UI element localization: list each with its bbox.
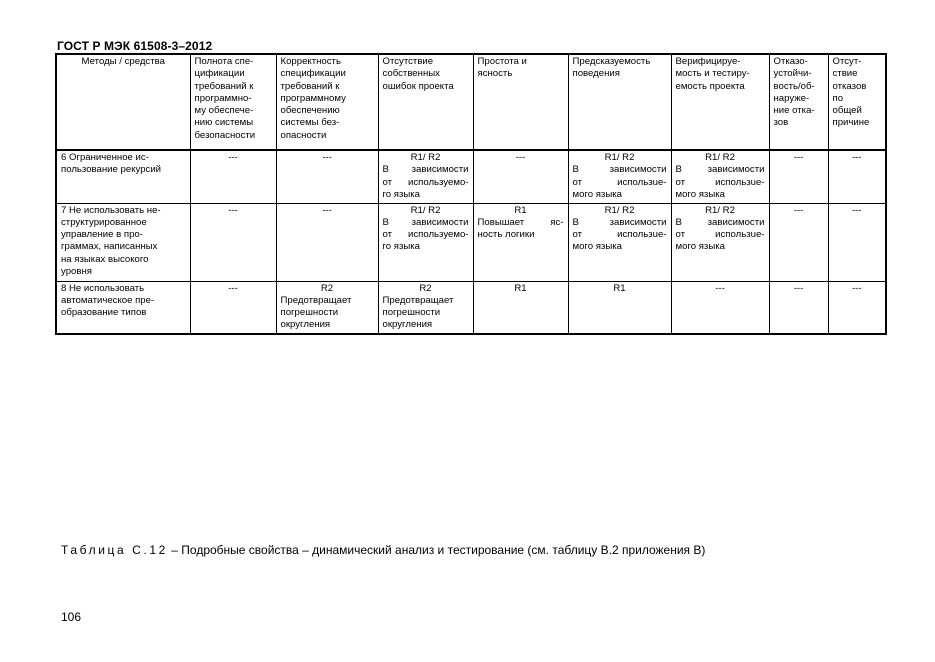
cell-line: Корректность xyxy=(280,56,341,67)
cell-line: поведения xyxy=(572,68,620,80)
rating-note: В зависимости xyxy=(382,164,469,176)
rating-note: Повышает яс- xyxy=(477,216,564,228)
cell-line: Отсут- xyxy=(832,56,862,67)
cell-line: опасности xyxy=(280,129,327,141)
cell-line: пользование рекурсий xyxy=(61,164,162,176)
rating-value: --- xyxy=(851,282,862,294)
page-number: 106 xyxy=(61,610,82,624)
cell-line: ошибок проекта xyxy=(382,80,454,92)
rating-note: от использue- xyxy=(675,176,765,188)
cell-line: вость/об- xyxy=(773,80,815,92)
table-caption xyxy=(61,543,705,557)
header-row xyxy=(56,54,886,150)
caption-text: – Подробные свойства – динамический анализ и тестирование (см. таблицу В.2 приложения В) xyxy=(167,543,706,557)
rating-cell xyxy=(769,203,828,281)
cell-line: автоматическое пре- xyxy=(61,294,155,306)
rating-note: В зависимости xyxy=(675,216,765,228)
rating-cell xyxy=(568,203,671,281)
cell-line: ствие xyxy=(832,68,858,80)
rating-cell xyxy=(828,150,886,203)
rating-note: от использue- xyxy=(572,176,667,188)
column-header xyxy=(769,54,828,150)
rating-note: го языка xyxy=(382,188,421,200)
cell-line: устойчи- xyxy=(773,68,812,80)
rating-value: --- xyxy=(793,152,804,163)
rating-note: от использue- xyxy=(675,229,765,241)
rating-cell xyxy=(671,281,769,334)
cell-line: программно- xyxy=(194,92,252,104)
cell-line: нию системы xyxy=(194,117,254,129)
rating-cell xyxy=(769,150,828,203)
cell-line: Простота и xyxy=(477,56,527,67)
cell-line: уровня xyxy=(61,265,92,277)
table-row xyxy=(56,203,886,281)
rating-note: погрешности xyxy=(280,307,339,319)
cell-line: Отказо- xyxy=(773,56,808,67)
cell-line: безопасности xyxy=(194,129,256,141)
rating-value: --- xyxy=(793,204,804,216)
cell-line: спецификации xyxy=(280,68,346,80)
rating-value: --- xyxy=(322,204,332,216)
rating-value: R1 xyxy=(613,282,626,294)
rating-note: от используемо- xyxy=(382,229,469,241)
cell-line: зов xyxy=(773,117,789,129)
rating-note: В зависимости xyxy=(572,216,667,228)
method-cell xyxy=(56,281,190,334)
rating-note: В зависимости xyxy=(572,164,667,176)
rating-cell xyxy=(378,281,473,334)
rating-value: R1/ R2 xyxy=(705,204,735,216)
table-row xyxy=(56,281,886,334)
cell-line: 7 Не использовать не- xyxy=(61,204,161,216)
cell-line: му обеспече- xyxy=(194,105,254,117)
cell-line: структурированное xyxy=(61,216,147,228)
cell-line: требований к xyxy=(280,80,340,92)
column-header xyxy=(473,54,568,150)
properties-table xyxy=(55,53,887,335)
rating-note: погрешности xyxy=(382,307,441,319)
cell-line: ние отка- xyxy=(773,105,815,117)
cell-line: 6 Ограниченное ис- xyxy=(61,152,149,163)
column-header xyxy=(828,54,886,150)
column-header xyxy=(568,54,671,150)
rating-cell xyxy=(568,150,671,203)
cell-line: ясность xyxy=(477,68,513,80)
rating-value: --- xyxy=(228,152,238,163)
rating-cell xyxy=(378,203,473,281)
rating-value: R1/ R2 xyxy=(604,204,635,216)
cell-line: обеспечению xyxy=(280,105,340,117)
rating-cell xyxy=(276,203,378,281)
rating-value: R1/ R2 xyxy=(604,152,635,163)
cell-line: мость и тестиру- xyxy=(675,68,750,80)
cell-line: отказов xyxy=(832,80,867,92)
rating-value: --- xyxy=(851,204,862,216)
cell-line: Полнота спе- xyxy=(194,56,254,67)
rating-value: --- xyxy=(228,204,238,216)
rating-note: от использue- xyxy=(572,229,667,241)
rating-cell xyxy=(378,150,473,203)
rating-cell xyxy=(473,150,568,203)
rating-cell xyxy=(190,150,276,203)
cell-line: на языках высокого xyxy=(61,253,149,265)
method-cell xyxy=(56,203,190,281)
rating-note: ность логики xyxy=(477,229,535,241)
rating-cell xyxy=(190,203,276,281)
cell-line: Отсутствие xyxy=(382,56,434,67)
cell-line: Методы / средства xyxy=(81,56,165,67)
rating-note: В зависимости xyxy=(382,216,469,228)
rating-value: --- xyxy=(515,152,526,163)
column-header xyxy=(190,54,276,150)
document-header: ГОСТ Р МЭК 61508-3–2012 xyxy=(57,39,213,53)
column-header xyxy=(276,54,378,150)
method-cell xyxy=(56,150,190,203)
rating-cell xyxy=(190,281,276,334)
rating-note: го языка xyxy=(382,241,421,253)
cell-line: общей xyxy=(832,105,862,117)
rating-cell xyxy=(568,281,671,334)
cell-line: управление в про- xyxy=(61,229,143,241)
rating-value: --- xyxy=(715,282,725,294)
cell-line: образование типов xyxy=(61,307,147,319)
rating-note: мого языка xyxy=(572,188,622,200)
rating-cell xyxy=(473,281,568,334)
cell-line: Предсказуемость xyxy=(572,56,651,67)
cell-line: причине xyxy=(832,117,870,129)
rating-value: R2 xyxy=(320,282,334,294)
rating-note: Предотвращает xyxy=(382,294,454,306)
rating-value: R1 xyxy=(514,282,527,294)
rating-value: R2 xyxy=(419,282,432,294)
cell-line: программному xyxy=(280,92,346,104)
cell-line: системы без- xyxy=(280,117,340,129)
rating-note: округления xyxy=(280,319,331,331)
cell-line: емость проекта xyxy=(675,80,745,92)
cell-line: собственных xyxy=(382,68,440,80)
table-row xyxy=(56,150,886,203)
caption-label: Таблица С.12 xyxy=(61,543,168,557)
rating-cell xyxy=(828,281,886,334)
rating-value: --- xyxy=(851,152,862,163)
rating-value: R1/ R2 xyxy=(410,204,441,216)
column-header xyxy=(56,54,190,150)
rating-cell xyxy=(671,203,769,281)
cell-line: 8 Не использовать xyxy=(61,282,145,294)
rating-note: мого языка xyxy=(572,241,622,253)
rating-cell xyxy=(473,203,568,281)
cell-line: граммах, написанных xyxy=(61,241,158,253)
cell-line: Верифицируе- xyxy=(675,56,741,67)
rating-value: R1 xyxy=(514,204,527,216)
rating-value: R1/ R2 xyxy=(410,152,441,163)
rating-note: В зависимости xyxy=(675,164,765,176)
cell-line: цификации xyxy=(194,68,245,80)
rating-cell xyxy=(769,281,828,334)
rating-note: от используемо- xyxy=(382,176,469,188)
rating-note: мого языка xyxy=(675,241,725,253)
rating-value: --- xyxy=(793,282,804,294)
rating-cell xyxy=(671,150,769,203)
cell-line: требований к xyxy=(194,80,254,92)
rating-note: мого языка xyxy=(675,188,725,200)
cell-line: наруже- xyxy=(773,92,810,104)
rating-value: R1/ R2 xyxy=(705,152,735,163)
column-header xyxy=(671,54,769,150)
rating-value: --- xyxy=(322,152,332,163)
rating-value: --- xyxy=(228,282,238,294)
rating-cell xyxy=(276,150,378,203)
rating-note: округления xyxy=(382,319,433,331)
rating-cell xyxy=(828,203,886,281)
rating-note: Предотвращает xyxy=(280,294,352,306)
column-header xyxy=(378,54,473,150)
cell-line: по xyxy=(832,92,844,104)
rating-cell xyxy=(276,281,378,334)
